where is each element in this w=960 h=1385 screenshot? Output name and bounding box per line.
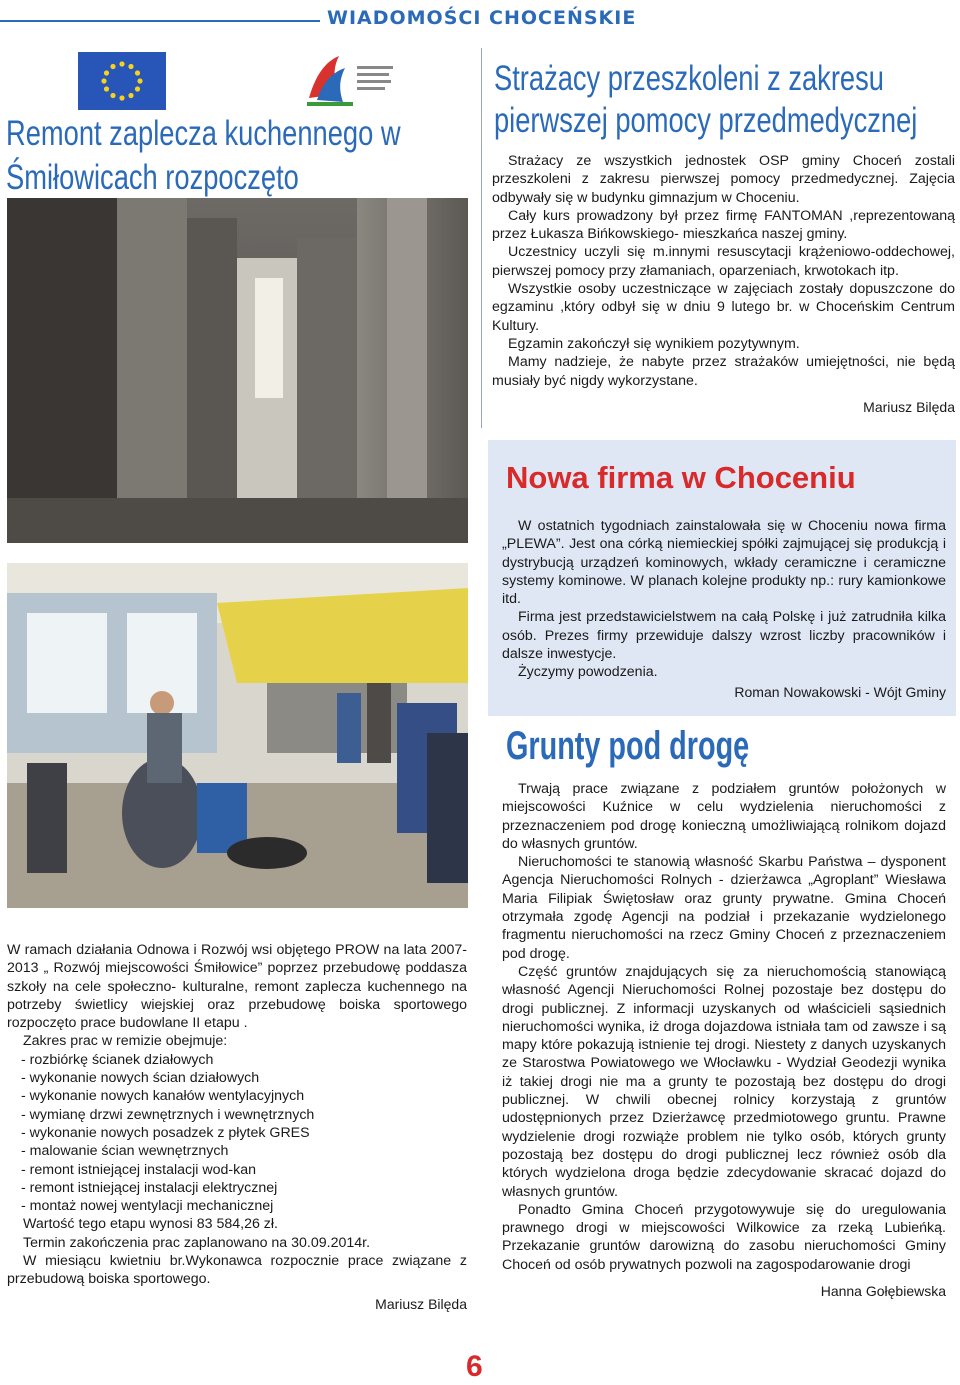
remont-scope-item: - wykonanie nowych posadzek z płytek GRES: [21, 1124, 310, 1141]
page-number: 6: [466, 1350, 483, 1383]
remont-scope-item: - remont istniejącej instalacji wod-kan: [21, 1161, 256, 1178]
remont-body: [7, 941, 467, 1313]
grunty-paragraph: Trwają prace związane z podziałem gruntów położonych w miejscowości Kuźnice w celu wydzielenia nieruchomości z przeznaczeniem pod drogę konieczną umożliwiającą rolnikom dojazd do własnych gruntów.: [502, 781, 946, 852]
firma-paragraph: Firma jest przedstawicielstwem na całą Polskę i już zatrudniła kilka osób. Prezes firmy przewiduje dalszy wzrost liczby pracowników i dalsze inwestycje.: [502, 609, 946, 663]
remont-scope-item: - malowanie ścian wewnętrznych: [21, 1143, 229, 1160]
firma-paragraph: W ostatnich tygodniach zainstalowała się w Choceniu nowa firma „PLEWA”. Jest ona córką niemieckiej spółki zajmującej się produkcją i dystrybucją urządzeń kominowych, wkłady ceramiczne i ceramiczne systemy kominowe. W planach kolejne produkty np.: rury kamionkowe itd.: [502, 518, 946, 608]
grunty-paragraph: Ponadto Gmina Choceń przygotowywuje się do uregulowania prawnego drogi w miejscowości Wilkowice za rzeką Lubieńką. Przekazanie gruntów darowizną do zasobu nieruchomości Gminy Choceń od osób prywatnych pozwoli na zagospodarowanie drogi: [502, 1201, 946, 1273]
firma-box: [488, 440, 956, 716]
strazacy-paragraph: Mamy nadzieje, że nabyte przez strażaków umiejętności, nie będą musiały być nigdy wykorzystane.: [492, 354, 955, 389]
grunty-paragraph: Nieruchomości te stanowią własność Skarbu Państwa – dysponent Agencja Nieruchomości Rolnych - dzierżawca „Agroplant” Wiesława Maria Filipiak Świętosław oraz grunty prywatne. Gmina Choceń otrzymała zgodę Agencji na podział i przekazanie wydzielonego fragmentu nieruchomości na rzecz Gminy Choceń z przeznaczeniem pod drogę.: [502, 854, 946, 962]
remont-deadline-line: Termin zakończenia prac zaplanowano na 30.09.2014r.: [23, 1234, 371, 1251]
strazacy-headline-line1: Strażacy przeszkoleni z zakresu: [494, 59, 884, 98]
remont-scope-intro: Zakres prac w remizie obejmuje:: [23, 1033, 228, 1050]
strazacy-paragraph: Strażacy ze wszystkich jednostek OSP gminy Choceń zostali przeszkoleni z zakresu pierwszej pomocy przedmedycznej. Zajęcia odbywały się w budynku gimnazjum w Choceniu.: [492, 153, 955, 206]
strazacy-paragraph: Cały kurs prowadzony był przez firmę FANTOMAN ,reprezentowaną przez Łukasza Bińkowskiego- mieszkańca naszej gminy.: [492, 207, 955, 243]
remont-scope-item: - remont istniejącej instalacji elektrycznej: [21, 1179, 278, 1196]
masthead: [0, 0, 960, 40]
building-interior-photo: [7, 198, 468, 543]
remont-scope-item: - wykonanie nowych ścian działowych: [21, 1070, 260, 1087]
remont-intro-paragraph: W ramach działania Odnowa i Rozwój wsi objętego PROW na lata 2007-2013 „ Rozwój miejscowości Śmiłowice” poprzez przebudowę poddasza szkoły na cele społeczno- kulturalne, remont zaplecza kuchennego na potrzeby świetlicy wiejskiej oraz przebudowę boiska sportowego rozpoczęto prace budowlane II etapu .: [7, 942, 467, 1032]
renovation-workers-photo: [7, 563, 468, 908]
firma-body: [502, 517, 946, 701]
strazacy-paragraph: Wszystkie osoby uczestniczące w zajęciach zostały dopuszczone do egzaminu ,który odbył się w dniu 9 lutego br. w Choceńskim Centrum Kultury.: [492, 281, 955, 334]
program-leader-logo: [303, 50, 399, 112]
remont-headline: [6, 112, 476, 200]
grunty-author: Hanna Gołębiewska: [820, 1283, 946, 1300]
strazacy-headline: [494, 58, 954, 142]
strazacy-headline-line2: pierwszej pomocy przedmedycznej: [494, 101, 918, 140]
masthead-title: WIADOMOŚCI CHOCEŃSKIE: [327, 7, 637, 29]
firma-headline: Nowa firma w Choceniu: [506, 460, 856, 495]
remont-headline-line2: Śmiłowicach rozpoczęto: [6, 158, 299, 197]
strazacy-author: Mariusz Bilęda: [863, 398, 955, 415]
firma-author: Roman Nowakowski - Wójt Gminy: [734, 683, 946, 700]
remont-author: Mariusz Bilęda: [375, 1295, 467, 1312]
grunty-paragraph: Część gruntów znajdujących się za nieruchomością stanowiącą własność Agencji Nieruchomości Rolnej pozostaje bez dostępu do drogi publicznej. Z informacji uzyskanych od właścicieli sąsiednich nieruchomości wynika, iż droga dojazdowa istniała tam od zawsze i są mapy które pokazują istnienie tej drogi. Niestety z danych uzyskanych ze Starostwa Powiatowego we Włocławku - Wydział Geodezji wynika iż takiej drogi nie ma a grunty te pozostają bez dostępu do drogi publicznej. W chwili obecnej rolnicy korzystają z gruntów udostępnionych przez Dzierżawcę przedmiotowego gruntu. Prawne wydzielenie drogi rozwiąże problem nie tylko osób, których grunty pozostają bez dostępu do drogi publicznej lecz również osób dla których wydzielona droga będzie zdecydowanie skracać dojazd do własnych gruntów.: [502, 963, 946, 1200]
strazacy-body: [492, 152, 955, 416]
eu-flag-icon: [78, 52, 166, 110]
strazacy-paragraph: Uczestnicy uczyli się m.innymi resuscytacji krążeniowo-oddechowej, pierwszej pomocy przy złamaniach, oparzeniach, krwotokach itp.: [492, 244, 955, 279]
remont-scope-item: - wymianę drzwi zewnętrznych i wewnętrznych: [21, 1106, 315, 1123]
strazacy-paragraph: Egzamin zakończył się wynikiem pozytywnym.: [508, 335, 800, 352]
remont-scope-item: - wykonanie nowych kanałów wentylacyjnych: [21, 1088, 305, 1105]
remont-april-line: W miesiącu kwietniu br.Wykonawca rozpocznie prace związane z przebudową boiska sportowego.: [7, 1253, 467, 1288]
firma-paragraph: Życzymy powodzenia.: [518, 664, 658, 681]
masthead-rule: [0, 20, 320, 22]
remont-scope-item: - rozbiórkę ścianek działowych: [21, 1051, 214, 1068]
remont-headline-line1: Remont zaplecza kuchennego w: [6, 114, 401, 153]
grunty-headline: Grunty pod drogę: [506, 724, 750, 768]
remont-value-line: Wartość tego etapu wynosi 83 584,26 zł.: [23, 1216, 278, 1233]
remont-scope-item: - montaż nowej wentylacji mechanicznej: [21, 1198, 274, 1215]
grunty-body: [502, 780, 946, 1300]
column-divider: [481, 48, 482, 428]
